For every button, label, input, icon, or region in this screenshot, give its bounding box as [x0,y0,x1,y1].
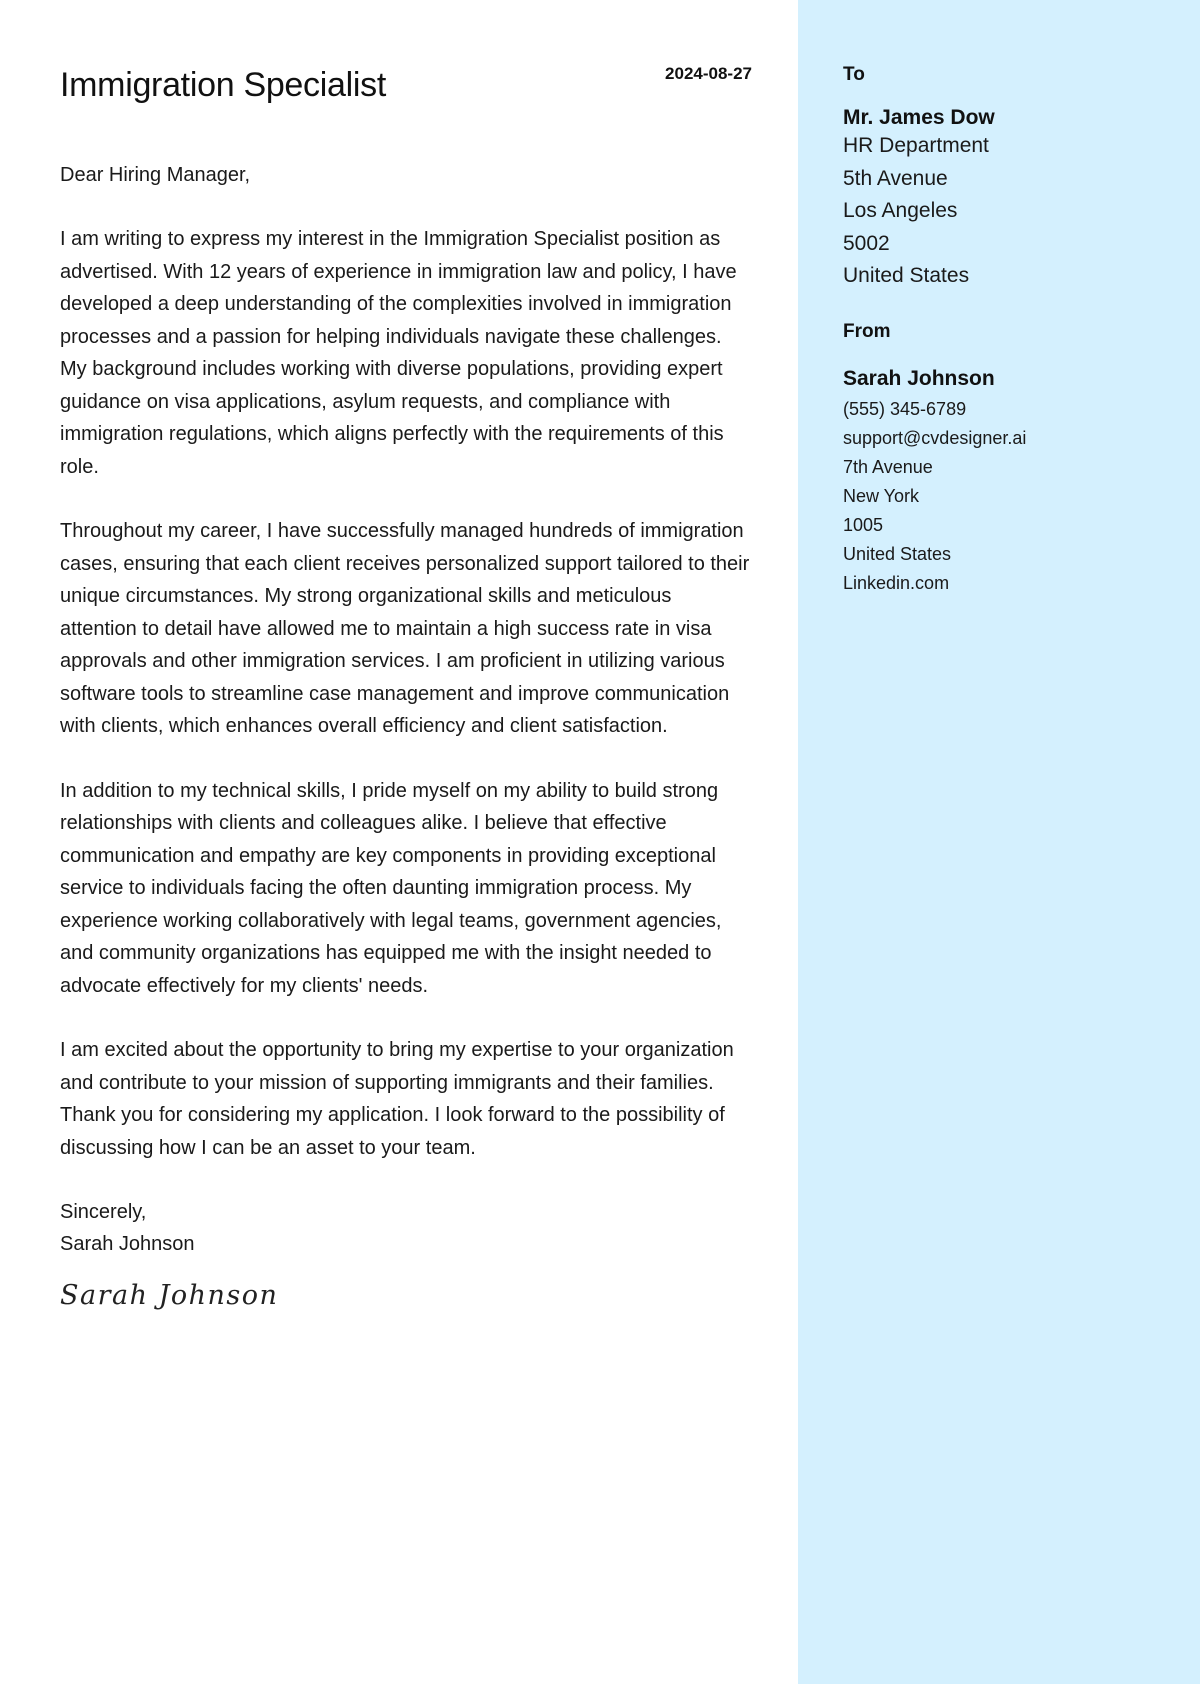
body-paragraph-3: In addition to my technical skills, I pride myself on my ability to build strong relationships with clients and colleagues alike. I believe that effective communication and empathy are key components in providing exceptional service to individuals facing the often daunting immigration process. My experience working collaboratively with legal teams, government agencies, and community organizations has equipped me with the insight needed to advocate effectively for my clients' needs. [60,779,722,997]
body-paragraph-2: Throughout my career, I have successfully managed hundreds of immigration cases, ensuring that each client receives personalized support tailored to their unique circumstances. My strong organizational skills and meticulous attention to detail have allowed me to maintain a high success rate in visa approvals and other immigration services. I am proficient in utilizing various software tools to streamline case management and improve communication with clients, which enhances overall efficiency and client satisfaction. [60,520,750,737]
body-paragraph-1: I am writing to express my interest in the Immigration Specialist position as advertised. With 12 years of experience in immigration law and policy, I have developed a deep understanding of the complexities involved in immigration processes and a passion for helping individuals navigate these challenges. My background includes working with diverse populations, providing expert guidance on visa applications, asylum requests, and compliance with immigration regulations, which aligns perfectly with the requirements of this role. [60,228,737,478]
body-paragraph-4: I am excited about the opportunity to bring my expertise to your organization and contribute to your mission of supporting immigrants and their families. Thank you for considering my application. I look forward to the possibility of discussing how I can be an asset to your team. [60,1039,734,1159]
recipient-country: United States [843,264,970,288]
sender-city: New York [843,485,920,506]
closing-block [60,1196,752,1260]
greeting: Dear Hiring Manager, [60,164,251,186]
recipient-block [843,64,1180,293]
recipient-heading: To [843,64,865,85]
sender-website: Linkedin.com [843,572,950,593]
handwritten-signature: Sarah Johnson [60,1280,279,1311]
sender-email: support@cvdesigner.ai [843,427,1027,448]
recipient-department: HR Department [843,134,989,157]
sender-heading: From [843,320,891,342]
sender-postal-code: 1005 [843,514,884,535]
letter-date: 2024-08-27 [665,64,752,83]
recipient-name: Mr. James Dow [843,106,995,129]
closing-salutation: Sincerely, [60,1201,147,1223]
sender-phone: (555) 345-6789 [843,398,967,419]
contact-sidebar [798,0,1200,1684]
recipient-street: 5th Avenue [843,166,948,190]
recipient-postal-code: 5002 [843,231,890,255]
sender-country: United States [843,543,952,564]
closing-name: Sarah Johnson [60,1233,195,1255]
sender-name: Sarah Johnson [843,366,995,390]
job-title: Immigration Specialist [60,66,386,104]
letter-header [60,60,752,105]
sender-street: 7th Avenue [843,456,933,477]
sender-block [843,321,1180,598]
recipient-city: Los Angeles [843,199,958,223]
